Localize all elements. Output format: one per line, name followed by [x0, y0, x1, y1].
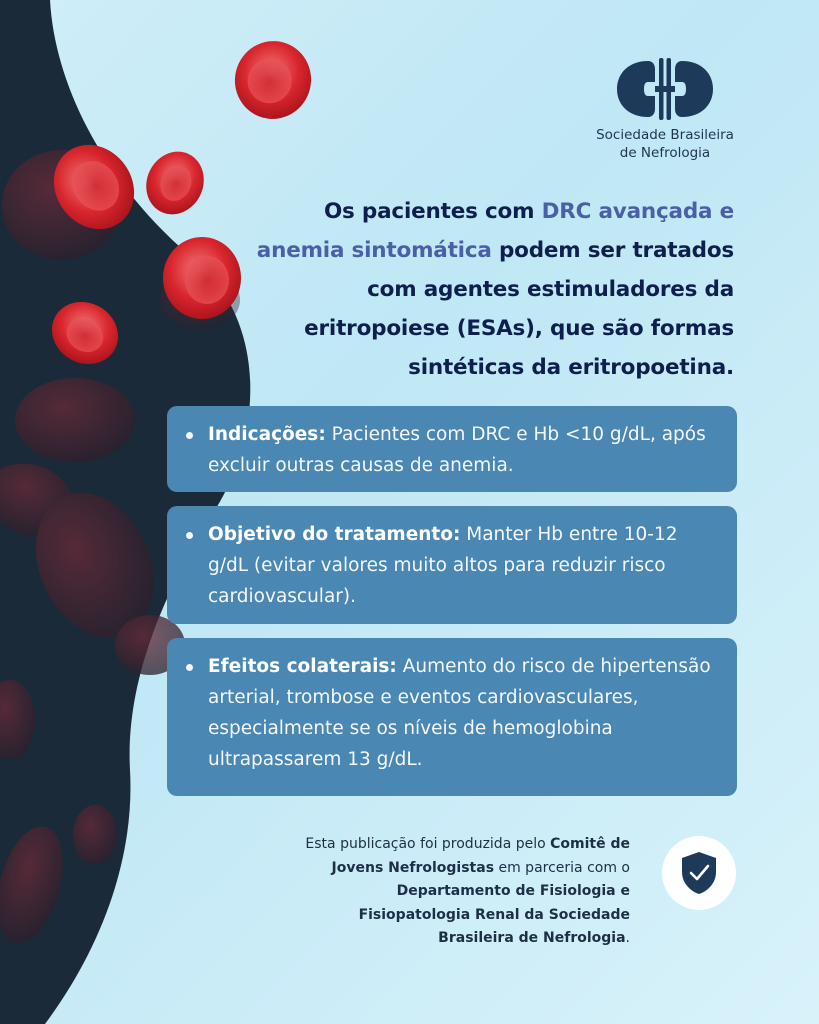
footer-text-3: .: [625, 930, 630, 946]
headline-text-2: podem ser tratados com agentes estimuladores da eritropoiese (ESAs), que são formas sintéticas da eritropoetina.: [304, 238, 734, 380]
footer-text-2: em parceria com o: [494, 859, 630, 876]
card-label: Objetivo do tratamento:: [208, 524, 461, 545]
kidney-logo-icon: [615, 58, 715, 120]
card-objetivo: [167, 506, 737, 624]
card-efeitos: [167, 638, 737, 796]
headline-highlight: DRC avançada e anemia sintomática: [256, 199, 734, 263]
shield-badge: [662, 836, 736, 910]
footer-credits: [300, 833, 630, 951]
bullet-dot: [186, 432, 193, 439]
sbn-logo: [585, 58, 745, 162]
bullet-dot: [186, 664, 193, 671]
footer-department: Departamento de Fisiologia e Fisiopatologia Renal da Sociedade Brasileira de Nefrologia: [358, 883, 630, 946]
logo-text-line2: de Nefrologia: [619, 145, 711, 161]
card-text: Aumento do risco de hipertensão arterial, trombose e eventos cardiovasculares, especialmente se os níveis de hemoglobina ultrapassarem 13 g/dL.: [208, 656, 711, 770]
shield-check-icon: [679, 850, 719, 896]
headline-text-1: Os pacientes com: [323, 199, 542, 224]
footer-text-1: Esta publicação foi produzida pelo: [305, 836, 546, 852]
card-text: Pacientes com DRC e Hb <10 g/dL, após excluir outras causas de anemia.: [208, 424, 706, 476]
footer-committee: Comitê de Jovens Nefrologistas: [331, 836, 630, 876]
card-text: Manter Hb entre 10-12 g/dL (evitar valores muito altos para reduzir risco cardiovascular).: [208, 524, 678, 607]
card-label: Efeitos colaterais:: [208, 656, 397, 677]
headline: [254, 192, 734, 387]
card-label: Indicações:: [208, 424, 326, 445]
logo-text-line1: Sociedade Brasileira: [596, 127, 734, 143]
bullet-dot: [186, 532, 193, 539]
card-indicacoes: [167, 406, 737, 492]
